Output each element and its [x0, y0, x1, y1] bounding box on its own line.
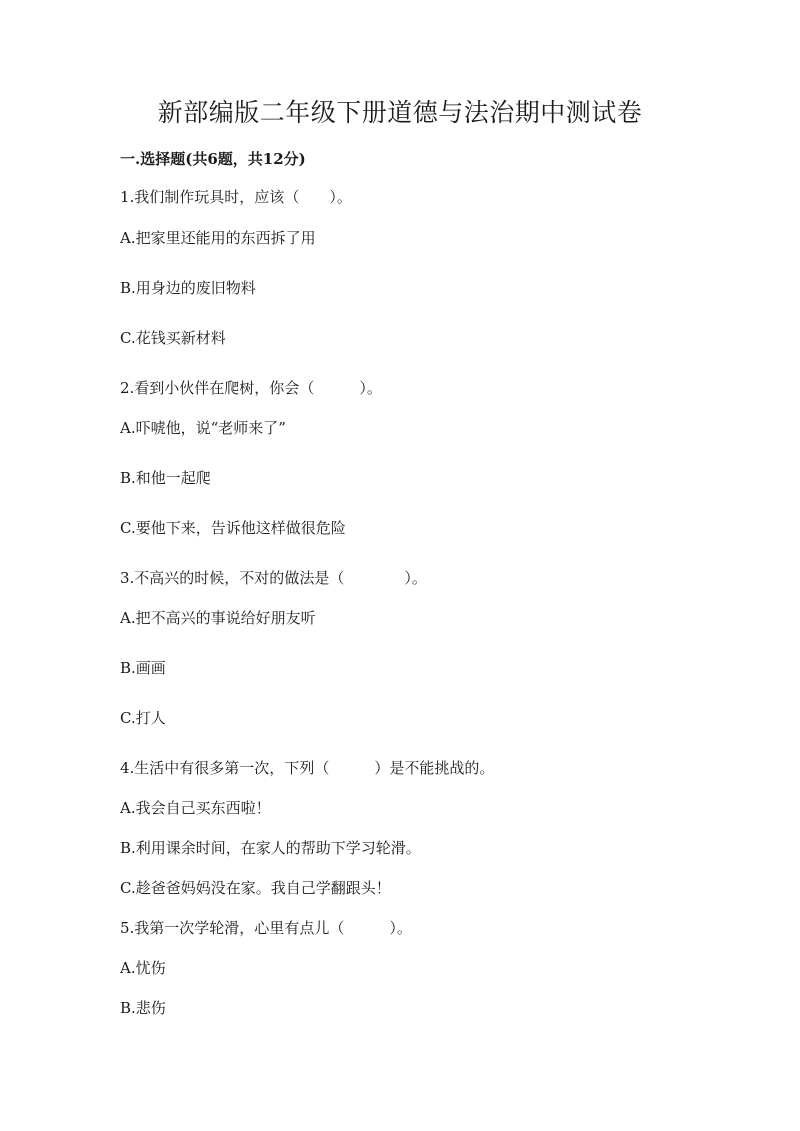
question-1-option-c: C.花钱买新材料	[120, 329, 226, 347]
question-1-option-a: A.把家里还能用的东西拆了用	[120, 229, 316, 247]
page-title: 新部编版二年级下册道德与法治期中测试卷	[157, 98, 643, 127]
question-4-option-c: C.趁爸爸妈妈没在家。我自己学翻跟头！	[120, 879, 391, 897]
question-1-stem: 1.我们制作玩具时，应该（ ）。	[120, 188, 352, 206]
question-2-option-b: B.和他一起爬	[120, 469, 211, 487]
question-2-option-a: A.吓唬他，说“老师来了”	[120, 419, 286, 437]
question-5-stem: 5.我第一次学轮滑，心里有点儿（ ）。	[120, 919, 412, 937]
question-2-stem: 2.看到小伙伴在爬树，你会（ ）。	[120, 379, 382, 397]
question-5-option-b: B.悲伤	[120, 999, 166, 1017]
question-3-stem: 3.不高兴的时候，不对的做法是（ ）。	[120, 569, 427, 587]
question-1-option-b: B.用身边的废旧物料	[120, 279, 256, 297]
question-4-option-a: A.我会自己买东西啦！	[120, 799, 271, 817]
question-2-option-c: C.要他下来，告诉他这样做很危险	[120, 519, 346, 537]
question-4-stem: 4.生活中有很多第一次，下列（ ）是不能挑战的。	[120, 759, 495, 777]
question-3-option-b: B.画画	[120, 659, 166, 677]
section-heading: 一.选择题(共6题，共12分)	[120, 150, 306, 168]
question-4-option-b: B.利用课余时间，在家人的帮助下学习轮滑。	[120, 839, 421, 857]
question-3-option-a: A.把不高兴的事说给好朋友听	[120, 609, 316, 627]
question-5-option-a: A.忧伤	[120, 959, 166, 977]
question-3-option-c: C.打人	[120, 709, 166, 727]
